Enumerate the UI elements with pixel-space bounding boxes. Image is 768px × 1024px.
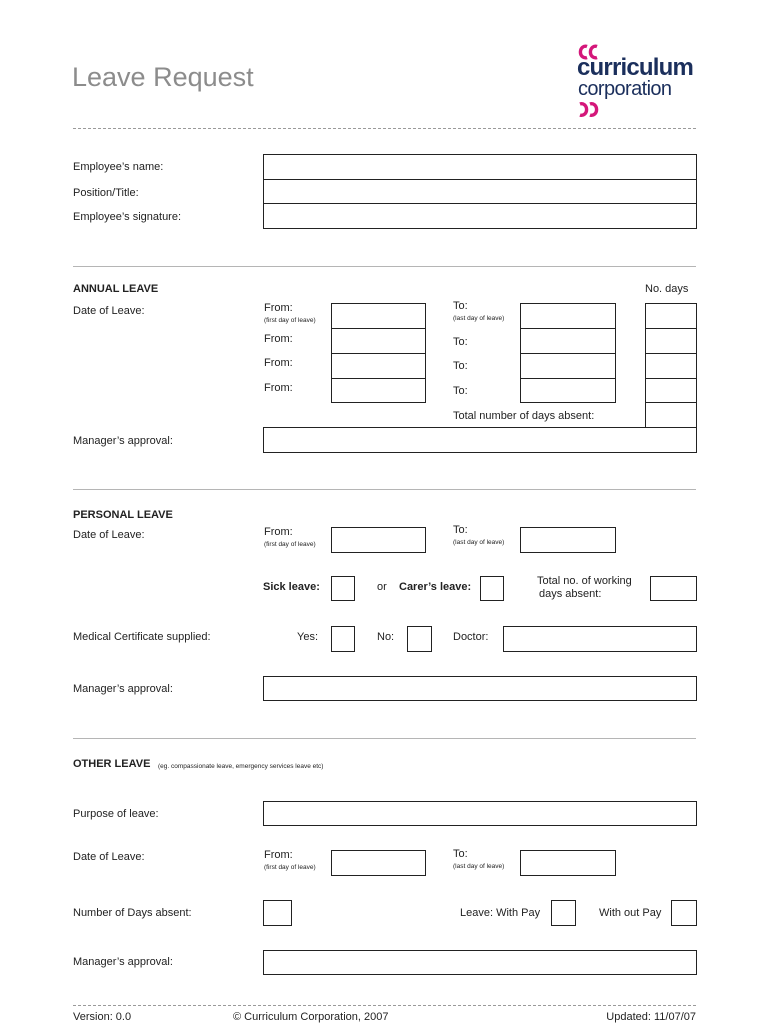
personal-from-label: From: [264, 526, 293, 538]
version-text: Version: 0.0 [73, 1011, 132, 1023]
position-field[interactable] [263, 179, 697, 204]
section-divider [73, 266, 696, 267]
carers-leave-checkbox[interactable] [480, 576, 504, 601]
medical-no-checkbox[interactable] [407, 626, 432, 652]
yes-label: Yes: [297, 631, 319, 643]
annual-to-label: To: [453, 300, 468, 312]
annual-from-field[interactable] [331, 303, 426, 329]
page-title: Leave Request [72, 62, 254, 92]
updated-text: Updated: 11/07/07 [606, 1011, 696, 1023]
annual-from-label: From: [264, 333, 293, 345]
doctor-field[interactable] [503, 626, 697, 652]
curriculum-corporation-logo [576, 42, 698, 120]
purpose-label: Purpose of leave: [73, 808, 159, 820]
personal-to-hint: (last day of leave) [453, 539, 505, 546]
annual-to-label: To: [453, 336, 468, 348]
copyright-text: © Curriculum Corporation, 2007 [233, 1011, 389, 1023]
personal-from-field[interactable] [331, 527, 426, 553]
personal-to-label: To: [453, 524, 468, 536]
personal-to-field[interactable] [520, 527, 616, 553]
annual-approval-field[interactable] [263, 427, 697, 453]
annual-total-days-field[interactable] [645, 402, 697, 428]
other-to-label: To: [453, 848, 468, 860]
employee-name-field[interactable] [263, 154, 697, 180]
medical-certificate-label: Medical Certificate supplied: [73, 631, 211, 643]
signature-label: Employee’s signature: [73, 211, 182, 223]
other-leave-heading: OTHER LEAVE [73, 758, 151, 770]
annual-leave-heading: ANNUAL LEAVE [73, 283, 159, 295]
position-label: Position/Title: [73, 187, 139, 199]
annual-no-days-field[interactable] [645, 378, 697, 403]
other-from-label: From: [264, 849, 293, 861]
or-label: or [377, 581, 387, 593]
purpose-field[interactable] [263, 801, 697, 826]
logo-wordmark-line1: curriculum [577, 54, 694, 81]
personal-leave-heading: PERSONAL LEAVE [73, 509, 173, 521]
other-from-hint: (first day of leave) [264, 864, 316, 871]
annual-from-field[interactable] [331, 328, 426, 354]
annual-from-label: From: [264, 302, 293, 314]
annual-to-label: To: [453, 385, 468, 397]
annual-to-hint: (last day of leave) [453, 315, 505, 322]
days-absent-label: Number of Days absent: [73, 907, 192, 919]
personal-from-hint: (first day of leave) [264, 541, 316, 548]
annual-date-label: Date of Leave: [73, 305, 145, 317]
annual-to-label: To: [453, 360, 468, 372]
annual-from-hint: (first day of leave) [264, 317, 316, 324]
carers-leave-label: Carer’s leave: [399, 581, 472, 593]
other-to-field[interactable] [520, 850, 616, 876]
personal-total-days-field[interactable] [650, 576, 697, 601]
personal-approval-label: Manager’s approval: [73, 683, 173, 695]
annual-no-days-field[interactable] [645, 353, 697, 379]
employee-name-label: Employee’s name: [73, 161, 164, 173]
annual-from-label: From: [264, 357, 293, 369]
with-pay-label: Leave: With Pay [460, 907, 541, 919]
personal-date-label: Date of Leave: [73, 529, 145, 541]
days-absent-field[interactable] [263, 900, 292, 926]
section-divider [73, 738, 696, 739]
personal-approval-field[interactable] [263, 676, 697, 701]
personal-total-label-line1: Total no. of working [537, 575, 632, 587]
without-pay-checkbox[interactable] [671, 900, 697, 926]
section-divider [73, 489, 696, 490]
other-approval-label: Manager’s approval: [73, 956, 173, 968]
annual-from-field[interactable] [331, 353, 426, 379]
without-pay-label: With out Pay [599, 907, 662, 919]
sick-leave-checkbox[interactable] [331, 576, 355, 601]
annual-total-label: Total number of days absent: [453, 410, 595, 422]
annual-from-field[interactable] [331, 378, 426, 403]
logo-wordmark-line2: corporation [578, 78, 672, 100]
footer-divider [73, 1005, 696, 1006]
annual-from-label: From: [264, 382, 293, 394]
other-approval-field[interactable] [263, 950, 697, 975]
medical-yes-checkbox[interactable] [331, 626, 355, 652]
annual-to-field[interactable] [520, 353, 616, 379]
doctor-label: Doctor: [453, 631, 489, 643]
with-pay-checkbox[interactable] [551, 900, 576, 926]
annual-to-field[interactable] [520, 303, 616, 329]
annual-to-field[interactable] [520, 328, 616, 354]
other-leave-note: (eg. compassionate leave, emergency services leave etc) [158, 763, 324, 770]
header-divider [73, 128, 696, 129]
no-days-label: No. days [645, 283, 689, 295]
annual-no-days-field[interactable] [645, 303, 697, 329]
annual-to-field[interactable] [520, 378, 616, 403]
annual-approval-label: Manager’s approval: [73, 435, 173, 447]
personal-total-label-line2: days absent: [539, 588, 602, 600]
annual-no-days-field[interactable] [645, 328, 697, 354]
other-from-field[interactable] [331, 850, 426, 876]
no-label: No: [377, 631, 395, 643]
signature-field[interactable] [263, 203, 697, 229]
other-date-label: Date of Leave: [73, 851, 145, 863]
other-to-hint: (last day of leave) [453, 863, 505, 870]
sick-leave-label: Sick leave: [263, 581, 320, 593]
